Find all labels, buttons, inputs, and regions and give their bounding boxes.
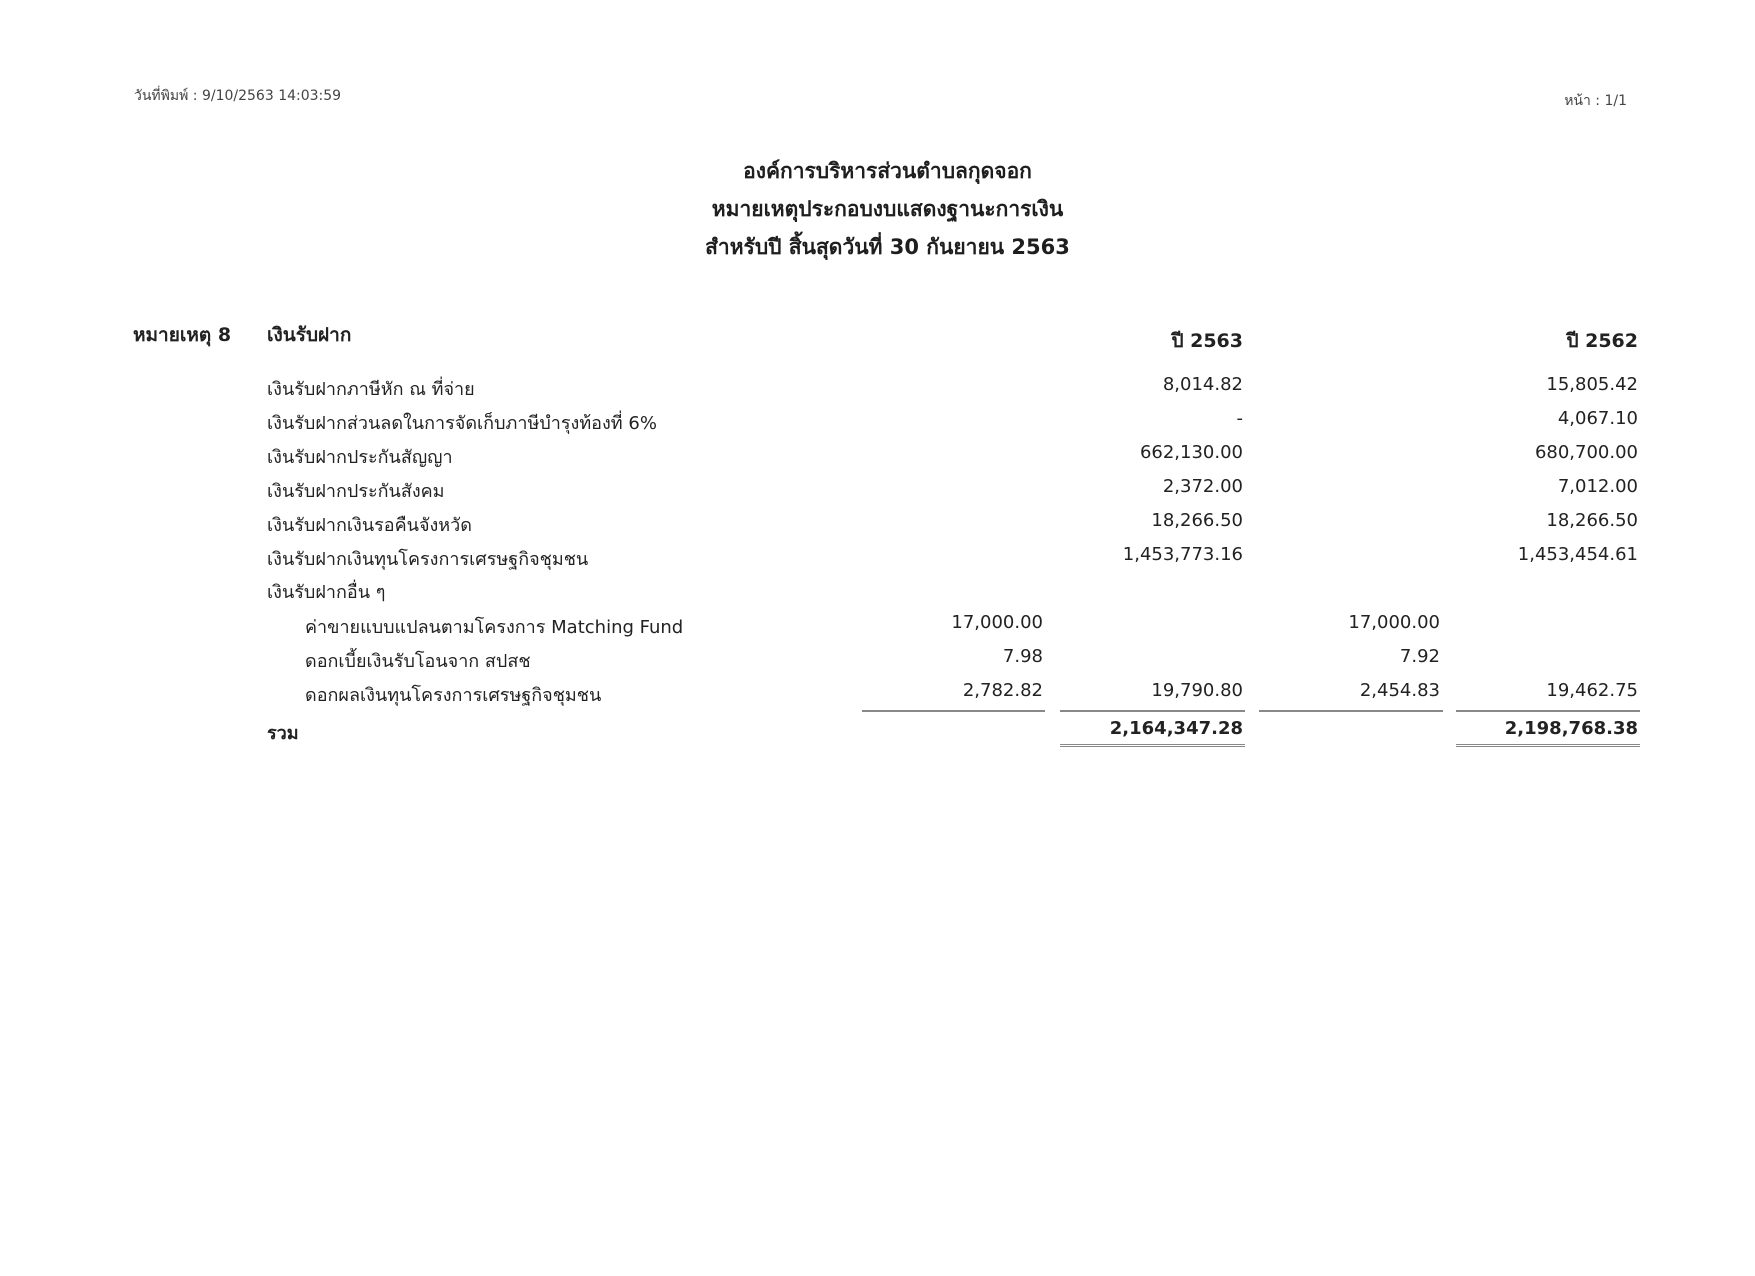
row-label: ค่าขายแบบแปลนตามโครงการ Matching Fund: [305, 617, 684, 638]
amount-2562: 4,067.10: [1557, 408, 1638, 429]
sub-amount-2562: 2,454.83: [1359, 680, 1440, 701]
statement-title: หมายเหตุประกอบงบแสดงฐานะการเงิน: [711, 197, 1064, 221]
amount-2563: 2,372.00: [1162, 476, 1243, 497]
print-date: วันที่พิมพ์ : 9/10/2563 14:03:59: [134, 88, 342, 104]
total-2562: 2,198,768.38: [1504, 718, 1638, 739]
amount-2563: 1,453,773.16: [1122, 544, 1243, 565]
row-label: เงินรับฝากประกันสังคม: [267, 481, 445, 502]
table-row: [0, 646, 1755, 680]
subtotal-rule: [862, 710, 1045, 712]
amount-2563: -: [1236, 408, 1243, 429]
row-label: เงินรับฝากประกันสัญญา: [267, 447, 453, 468]
year-previous-heading: ปี 2562: [1566, 330, 1638, 352]
total-2563: 2,164,347.28: [1109, 718, 1243, 739]
total-label: รวม: [267, 723, 299, 744]
amount-2563: 662,130.00: [1139, 442, 1243, 463]
table-row: [0, 408, 1755, 442]
subtotal-rule: [1456, 710, 1640, 712]
amount-2562: 19,462.75: [1546, 680, 1638, 701]
note-title: เงินรับฝาก: [267, 324, 352, 346]
amount-2562: 15,805.42: [1546, 374, 1638, 395]
document-header: [0, 152, 1755, 266]
table-row: [0, 577, 1755, 611]
sub-amount-2562: 17,000.00: [1348, 612, 1440, 633]
sub-amount-2563: 17,000.00: [951, 612, 1043, 633]
table-row: [0, 442, 1755, 476]
page-number: หน้า : 1/1: [1564, 93, 1627, 109]
row-label: เงินรับฝากเงินทุนโครงการเศรษฐกิจชุมชน: [267, 549, 589, 570]
amount-2562: 1,453,454.61: [1517, 544, 1638, 565]
subtotal-rule: [1259, 710, 1443, 712]
organization-name: องค์การบริหารส่วนตำบลกุดจอก: [743, 159, 1032, 183]
amount-2562: 680,700.00: [1534, 442, 1638, 463]
amount-2563: 19,790.80: [1151, 680, 1243, 701]
sub-amount-2563: 7.98: [1002, 646, 1043, 667]
table-row: [0, 374, 1755, 408]
row-label: เงินรับฝากอื่น ๆ: [267, 582, 386, 603]
amount-2563: 8,014.82: [1162, 374, 1243, 395]
table-row: [0, 476, 1755, 510]
amount-2562: 18,266.50: [1546, 510, 1638, 531]
amount-2563: 18,266.50: [1151, 510, 1243, 531]
row-label: ดอกผลเงินทุนโครงการเศรษฐกิจชุมชน: [305, 685, 602, 706]
table-row: [0, 680, 1755, 714]
row-label: เงินรับฝากเงินรอคืนจังหวัด: [267, 515, 472, 536]
grand-total-rule: [1060, 744, 1245, 747]
row-label: เงินรับฝากส่วนลดในการจัดเก็บภาษีบำรุงท้องที่ 6%: [267, 413, 657, 434]
year-current-heading: ปี 2563: [1171, 330, 1243, 352]
table-row: [0, 510, 1755, 544]
sub-amount-2563: 2,782.82: [962, 680, 1043, 701]
table-row: [0, 612, 1755, 646]
row-label: ดอกเบี้ยเงินรับโอนจาก สปสช: [305, 651, 531, 672]
grand-total-rule: [1456, 744, 1640, 747]
amount-2562: 7,012.00: [1557, 476, 1638, 497]
subtotal-rule: [1060, 710, 1245, 712]
sub-amount-2562: 7.92: [1399, 646, 1440, 667]
row-label: เงินรับฝากภาษีหัก ณ ที่จ่าย: [267, 379, 475, 400]
statement-period: สำหรับปี สิ้นสุดวันที่ 30 กันยายน 2563: [705, 235, 1070, 259]
table-row: [0, 544, 1755, 578]
note-label: หมายเหตุ 8: [133, 324, 232, 346]
